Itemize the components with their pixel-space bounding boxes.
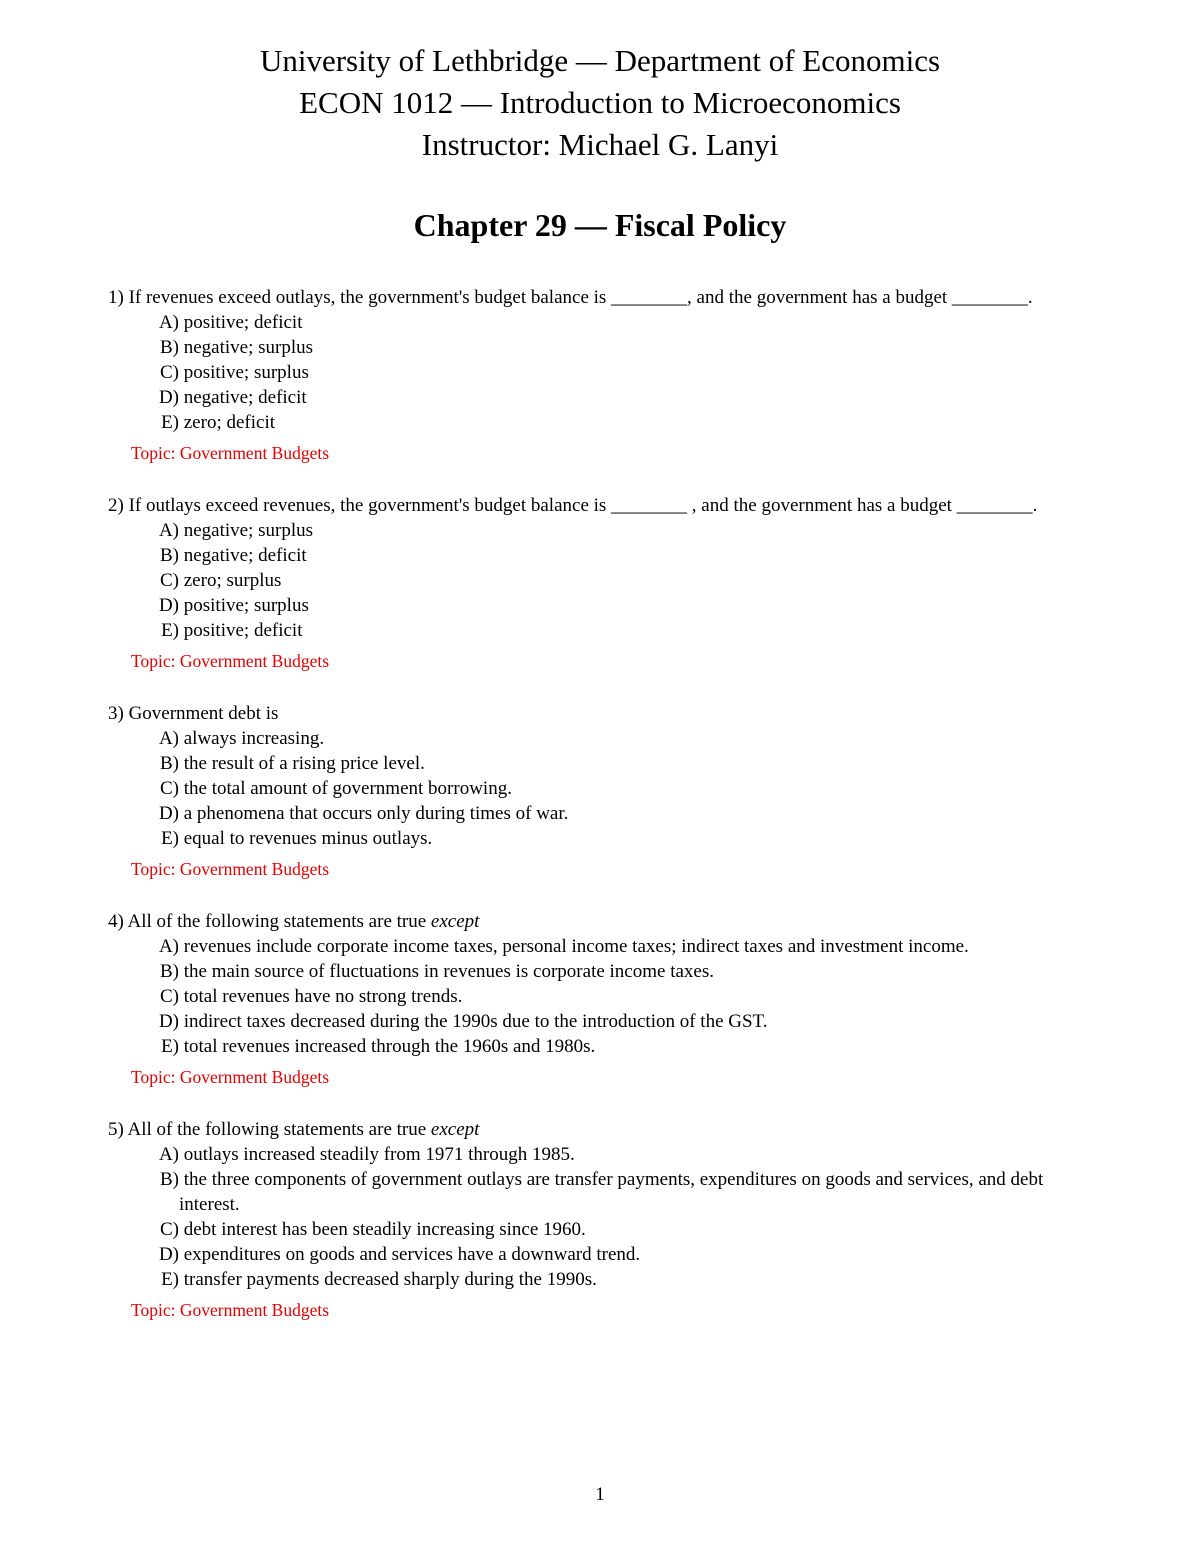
choice-letter: C) [160,778,179,799]
choice-letter: E) [161,620,179,641]
choice-text: negative; surplus [183,337,314,358]
choice-text: zero; surplus [183,570,282,591]
choice-letter: C) [160,362,179,383]
choice-text: the total amount of government borrowing. [183,778,512,799]
question-text [108,909,1108,934]
choice-a [152,518,1108,543]
choice-text: positive; surplus [183,362,309,383]
choice-a [152,310,1108,335]
choice-letter: A) [158,312,179,333]
choice-letter: B) [160,1169,179,1190]
choice-b [152,335,1108,360]
choice-text: equal to revenues minus outlays. [183,828,433,849]
choice-b [152,1167,1108,1217]
choice-text: the main source of fluctuations in revenues is corporate income taxes. [183,961,714,982]
choice-letter: E) [161,828,179,849]
question-3 [108,701,1108,882]
answer-choices [108,1142,1108,1292]
question-list [108,285,1108,1323]
choice-letter: E) [161,1269,179,1290]
topic-label: Topic: Government Budgets [131,859,330,879]
choice-letter: A) [158,728,179,749]
choice-b [152,543,1108,568]
header-instructor-line: Instructor: Michael G. Lanyi [421,127,779,162]
question-number: 1) [108,287,124,308]
question-4 [108,909,1108,1090]
question-stem: Government debt is [128,703,279,724]
choice-letter: D) [158,1011,179,1032]
choice-d [152,593,1108,618]
choice-letter: C) [160,570,179,591]
header-university-line: University of Lethbridge — Department of Economics [259,43,941,78]
topic-label: Topic: Government Budgets [131,651,330,671]
question-text [108,285,1108,310]
choice-text: total revenues increased through the 1960s and 1980s. [183,1036,596,1057]
answer-choices [108,726,1108,851]
choice-text: positive; deficit [183,312,303,333]
answer-choices [108,934,1108,1059]
choice-text: negative; deficit [183,387,307,408]
question-text [108,1117,1108,1142]
choice-text: expenditures on goods and services have a downward trend. [183,1244,641,1265]
choice-text: transfer payments decreased sharply during the 1990s. [183,1269,597,1290]
question-5 [108,1117,1108,1323]
choice-letter: B) [160,545,179,566]
question-1 [108,285,1108,466]
choice-letter: B) [160,961,179,982]
chapter-title: Chapter 29 — Fiscal Policy [413,207,787,243]
question-number: 4) [108,911,124,932]
choice-letter: D) [158,387,179,408]
question-stem-emphasis: except [430,1119,480,1140]
choice-text: negative; surplus [183,520,314,541]
choice-c [152,360,1108,385]
choice-text: always increasing. [183,728,325,749]
header-course-line: ECON 1012 — Introduction to Microeconomics [299,85,901,120]
answer-choices [108,310,1108,435]
choice-text: outlays increased steadily from 1971 through 1985. [183,1144,575,1165]
choice-letter: A) [158,936,179,957]
choice-text: revenues include corporate income taxes, personal income taxes; indirect taxes and investment income. [183,936,969,957]
choice-e [152,618,1108,643]
choice-b [152,751,1108,776]
question-number: 2) [108,495,124,516]
choice-letter: D) [158,595,179,616]
choice-text: debt interest has been steadily increasing since 1960. [183,1219,586,1240]
choice-letter: D) [158,1244,179,1265]
choice-letter: D) [158,803,179,824]
choice-c [152,776,1108,801]
document-header [0,40,1200,166]
choice-text: a phenomena that occurs only during times of war. [183,803,569,824]
question-stem: All of the following statements are true [127,1119,431,1140]
choice-letter: E) [161,1036,179,1057]
topic-label: Topic: Government Budgets [131,1300,330,1320]
choice-d [152,1009,1108,1034]
choice-letter: B) [160,753,179,774]
choice-text: the result of a rising price level. [183,753,425,774]
question-number: 3) [108,703,124,724]
topic-label: Topic: Government Budgets [131,443,330,463]
choice-letter: C) [160,986,179,1007]
choice-d [152,801,1108,826]
choice-b [152,959,1108,984]
choice-e [152,1034,1108,1059]
choice-letter: A) [158,1144,179,1165]
choice-text: negative; deficit [183,545,307,566]
choice-e [152,410,1108,435]
choice-text: positive; surplus [183,595,309,616]
question-text [108,493,1108,518]
question-stem: If revenues exceed outlays, the government's budget balance is ________, and the government has a budget ________. [128,287,1033,308]
choice-c [152,568,1108,593]
topic-label: Topic: Government Budgets [131,1067,330,1087]
choice-a [152,726,1108,751]
choice-text: indirect taxes decreased during the 1990s due to the introduction of the GST. [183,1011,768,1032]
question-number: 5) [108,1119,124,1140]
question-stem-emphasis: except [430,911,480,932]
question-stem: If outlays exceed revenues, the government's budget balance is ________ , and the government has a budget ________. [128,495,1038,516]
question-text [108,701,1108,726]
choice-letter: C) [160,1219,179,1240]
choice-c [152,984,1108,1009]
choice-e [152,1267,1108,1292]
choice-letter: B) [160,337,179,358]
answer-choices [108,518,1108,643]
choice-letter: E) [161,412,179,433]
choice-text: positive; deficit [183,620,303,641]
choice-text: the three components of government outlays are transfer payments, expenditures on goods and services, and debt interest. [179,1169,1044,1215]
question-stem: All of the following statements are true [127,911,431,932]
choice-a [152,1142,1108,1167]
choice-d [152,385,1108,410]
choice-e [152,826,1108,851]
question-2 [108,493,1108,674]
choice-c [152,1217,1108,1242]
choice-d [152,1242,1108,1267]
choice-letter: A) [158,520,179,541]
page-number: 1 [595,1484,605,1505]
choice-a [152,934,1108,959]
choice-text: total revenues have no strong trends. [183,986,463,1007]
choice-text: zero; deficit [183,412,276,433]
